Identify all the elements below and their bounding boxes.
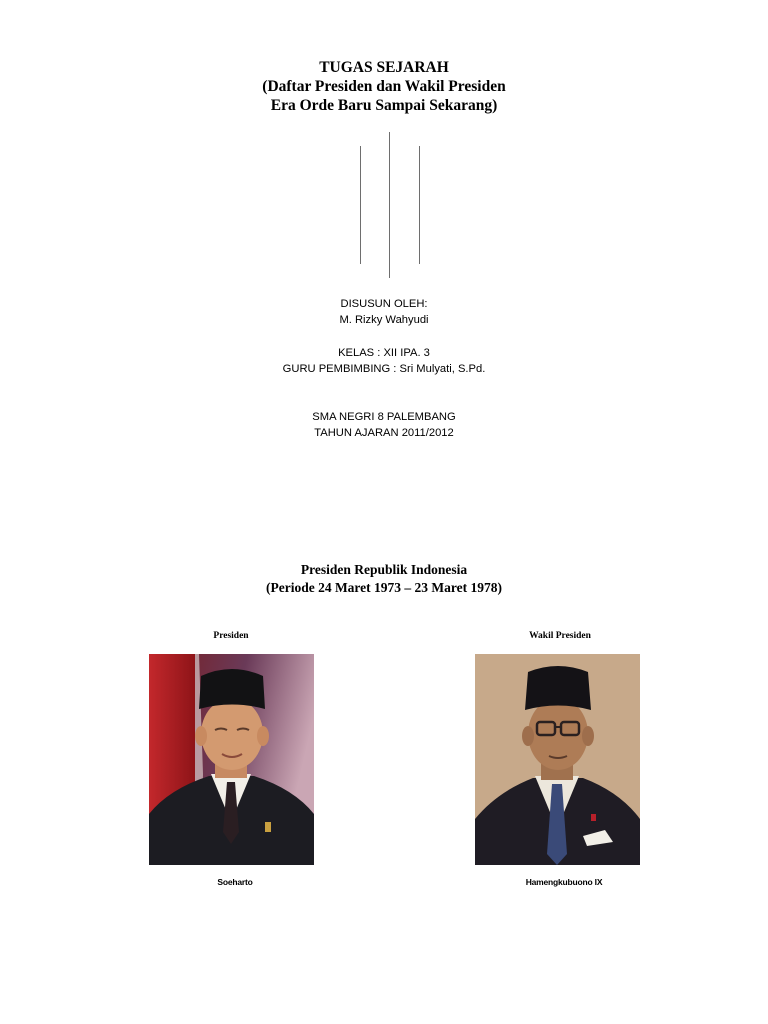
divider-line-center bbox=[389, 132, 390, 278]
vice-president-portrait bbox=[475, 654, 640, 865]
document-title bbox=[0, 58, 768, 115]
section-title-line-2: (Periode 24 Maret 1973 – 23 Maret 1978) bbox=[265, 580, 503, 595]
year-line: TAHUN AJARAN 2011/2012 bbox=[314, 427, 454, 439]
class-block bbox=[0, 345, 768, 377]
title-line-2: (Daftar Presiden dan Wakil Presiden bbox=[262, 78, 506, 95]
section-title-line-1: Presiden Republik Indonesia bbox=[300, 562, 468, 577]
president-name-label: Soeharto bbox=[217, 877, 253, 887]
president-portrait bbox=[149, 654, 314, 865]
divider-line-right bbox=[419, 146, 420, 264]
president-role-label: Presiden bbox=[213, 631, 249, 641]
section-title bbox=[0, 561, 768, 597]
divider-line-left bbox=[360, 146, 361, 264]
author-block bbox=[0, 296, 768, 328]
vice-president-role-label: Wakil Presiden bbox=[529, 631, 591, 641]
vice-president-name-label: Hamengkubuono IX bbox=[525, 877, 603, 887]
title-line-3: Era Orde Baru Sampai Sekarang) bbox=[270, 97, 498, 114]
title-line-1: TUGAS SEJARAH bbox=[319, 59, 449, 76]
class-line: KELAS : XII IPA. 3 bbox=[338, 347, 430, 359]
author-name: M. Rizky Wahyudi bbox=[339, 314, 429, 326]
school-line: SMA NEGRI 8 PALEMBANG bbox=[312, 411, 456, 423]
school-block bbox=[0, 409, 768, 441]
teacher-line: GURU PEMBIMBING : Sri Mulyati, S.Pd. bbox=[282, 363, 486, 375]
author-heading: DISUSUN OLEH: bbox=[340, 298, 428, 310]
